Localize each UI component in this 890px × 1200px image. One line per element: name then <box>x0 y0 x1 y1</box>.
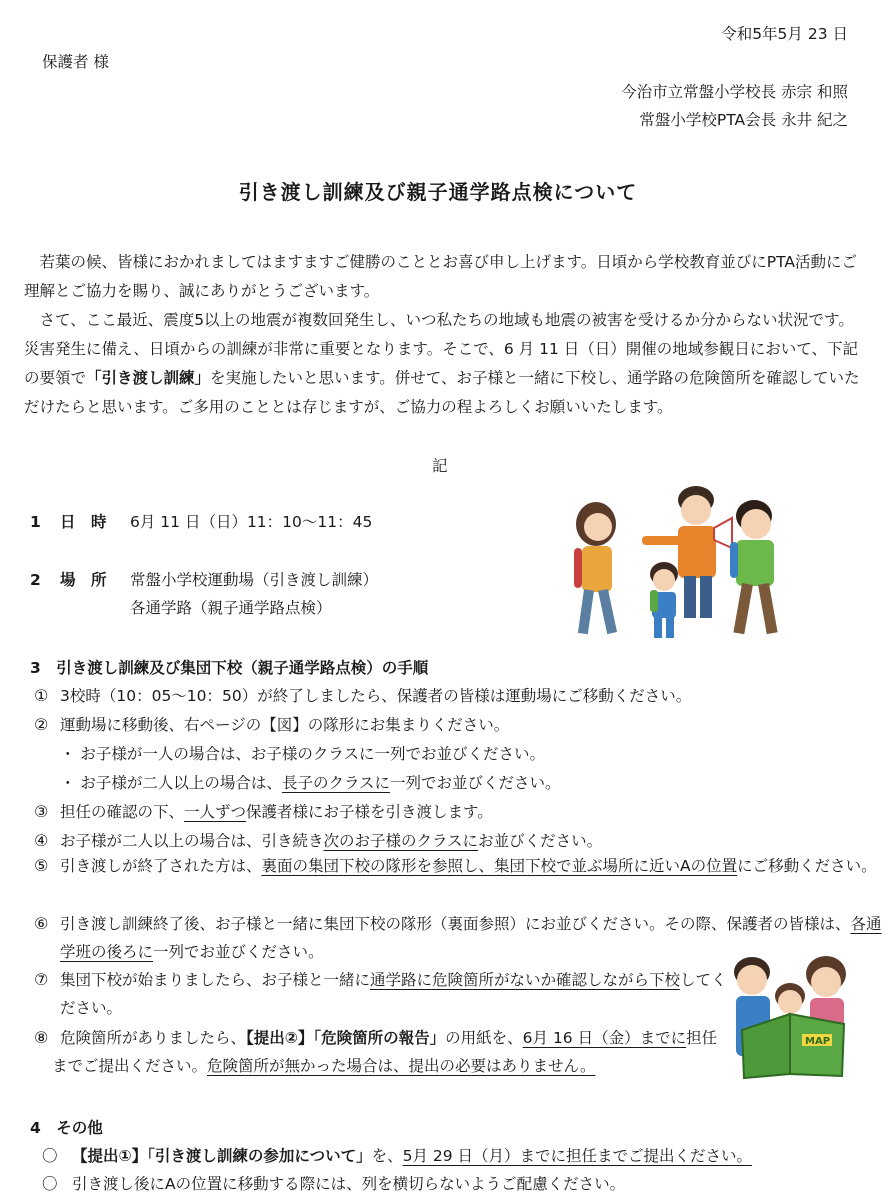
other-item-2 <box>42 1172 625 1194</box>
step-2 <box>34 713 509 735</box>
step-8-bold: 【提出②】「危険箇所の報告」 <box>246 1029 446 1047</box>
sender-pta: 常盤小学校PTA会長 永井 紀之 <box>639 111 848 129</box>
step-6-a: 引き渡し訓練終了後、お子様と一緒に集団下校の隊形（裏面参照）にお並びください。その際、保護者の皆様は、 <box>60 915 851 933</box>
step-1-text: 3校時（10：05～10：50）が終了しましたら、保護者の皆様は運動場にご移動ください。 <box>60 687 692 705</box>
child-figure <box>775 983 805 1014</box>
step-8-underline-1: 6月 16 日（金）までに <box>522 1029 687 1047</box>
other-item-1-a: を、 <box>371 1147 403 1165</box>
step-2-bullet-2-underline: 長子のクラスに <box>281 774 390 792</box>
document-date: 令和5年5月 23 日 <box>721 25 848 43</box>
section-2-value-1: 常盤小学校運動場（引き渡し訓練） <box>130 571 379 589</box>
intro-paragraph-2 <box>24 306 860 422</box>
step-3-mark: ③ <box>34 802 49 821</box>
step-2-bullet-2 <box>60 771 561 793</box>
step-3-b: 保護者様にお子様を引き渡します。 <box>246 803 493 821</box>
intro-p2-b: を実施したいと思います。併せて、お子様と一緒に下校し、通学路の危険箇所を確認していただけたらと思います。ご多用のこととは存じますが、ご協力の程よろしくお願いいたします。 <box>24 369 860 416</box>
other-item-1 <box>42 1144 752 1166</box>
intro-text <box>24 248 860 422</box>
map-label: MAP <box>805 1036 831 1047</box>
step-2-bullet-2-a: ・ お子様が二人以上の場合は、 <box>60 774 282 792</box>
step-7-mark: ⑦ <box>34 970 49 989</box>
section-2-value-2: 各通学路（親子通学路点検） <box>130 599 332 617</box>
section-date <box>30 510 372 532</box>
family-walking-illustration <box>566 482 811 647</box>
section-place <box>30 568 378 590</box>
step-3-underline: 一人ずつ <box>184 803 247 821</box>
step-4-b: お並びください。 <box>478 832 603 850</box>
child-figure <box>650 562 678 638</box>
step-6-b: 一列でお並びください。 <box>153 943 324 961</box>
section-2-label: 場 所 <box>60 571 107 589</box>
step-2-text: 運動場に移動後、右ページの【図】の隊形にお集まりください。 <box>60 716 510 734</box>
step-4-a: お子様が二人以上の場合は、引き続き <box>60 832 324 850</box>
other-item-2-mark: 〇 <box>42 1175 58 1193</box>
step-6-underline: 各通学班の後ろに <box>60 915 882 961</box>
section-2-number: 2 <box>30 571 41 589</box>
step-2-mark: ② <box>34 715 49 734</box>
step-7-underline: 通学路に危険箇所がないか確認しながら下校 <box>370 971 681 989</box>
step-8 <box>34 1024 728 1080</box>
step-2-bullet-1: ・ お子様が一人の場合は、お子様のクラスに一列でお並びください。 <box>60 745 545 763</box>
step-5-a: 引き渡しが終了された方は、 <box>60 857 262 875</box>
step-3 <box>34 800 493 822</box>
step-8-a: 危険箇所がありましたら、 <box>60 1029 247 1047</box>
ki-mark: 記 <box>432 457 448 475</box>
step-1 <box>34 684 691 706</box>
older-child-figure <box>730 500 778 634</box>
mother-figure <box>574 502 617 634</box>
step-4-mark: ④ <box>34 831 49 850</box>
section-3-heading: 3 引き渡し訓練及び集団下校（親子通学路点検）の手順 <box>30 659 429 677</box>
document-title: 引き渡し訓練及び親子通学路点検について <box>238 180 638 204</box>
other-item-1-underline: 5月 29 日（月）までに担任までご提出ください。 <box>402 1147 753 1165</box>
step-5-underline: 裏面の集団下校の隊形を参照し、集団下校で並ぶ場所に近いAの位置 <box>261 857 738 875</box>
step-5-b: にご移動ください。 <box>737 857 877 875</box>
sender-principal: 今治市立常盤小学校長 赤宗 和照 <box>621 83 848 101</box>
step-4-underline: 次のお子様のクラスに <box>323 832 479 850</box>
section-1-value: 6月 11 日（日）11：10～11：45 <box>130 513 373 531</box>
step-1-mark: ① <box>34 686 49 705</box>
section-1-number: 1 <box>30 513 41 531</box>
step-6-mark: ⑥ <box>34 914 49 933</box>
step-5 <box>34 852 890 880</box>
other-item-2-text: 引き渡し後にAの位置に移動する際には、列を横切らないようご配慮ください。 <box>72 1175 626 1193</box>
intro-paragraph-1: 若葉の候、皆様におかれましてはますますご健勝のこととお喜び申し上げます。日頃から学校教育並びにPTA活動にご理解とご協力を賜り、誠にありがとうございます。 <box>24 253 857 300</box>
step-2-bullet-2-b: 一列でお並びください。 <box>389 774 561 792</box>
step-8-b: の用紙を、 <box>445 1029 523 1047</box>
step-8-c: 担任までご提出ください。 <box>52 1029 718 1075</box>
step-8-underline-2: 危険箇所が無かった場合は、提出の必要はありません。 <box>207 1057 596 1075</box>
intro-p2-bold: 「引き渡し訓練」 <box>86 369 211 387</box>
section-1-label: 日 時 <box>60 513 107 531</box>
step-7-a: 集団下校が始まりましたら、お子様と一緒に <box>60 971 371 989</box>
intro-p2-a: さて、ここ最近、震度5以上の地震が複数回発生し、いつ私たちの地域も地震の被害を受けるか分からない状況です。災害発生に備え、日頃からの訓練が非常に重要となります。そこで、6 月 11 日（日）開催の地域参観日において、下記の要領で <box>24 311 858 387</box>
section-4-heading: 4 その他 <box>30 1119 103 1137</box>
step-5-mark: ⑤ <box>34 856 49 875</box>
step-8-mark: ⑧ <box>34 1028 49 1047</box>
family-map-illustration <box>722 950 862 1080</box>
other-item-1-mark: 〇 <box>42 1147 58 1165</box>
step-7-b: してください。 <box>60 971 727 1017</box>
step-7 <box>34 966 736 1022</box>
other-item-1-bold: 【提出①】「引き渡し訓練の参加について」 <box>72 1147 372 1165</box>
step-4 <box>34 829 602 851</box>
recipient: 保護者 様 <box>42 53 109 71</box>
step-3-a: 担任の確認の下、 <box>60 803 185 821</box>
